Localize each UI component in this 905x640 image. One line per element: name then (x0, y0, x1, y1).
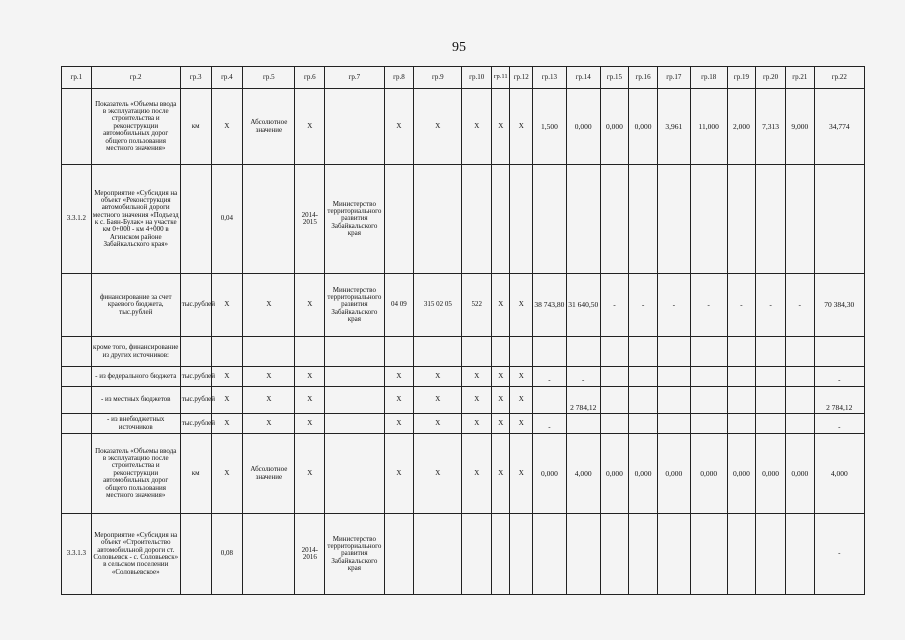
cell-g8 (384, 165, 414, 274)
table-row (62, 165, 865, 274)
cell-g21 (785, 165, 814, 274)
header-cell: гр.13 (533, 67, 567, 89)
cell-g5: Х (243, 414, 295, 434)
cell-g6: 2014-2015 (295, 165, 325, 274)
data-table (61, 66, 865, 595)
header-cell: гр.4 (211, 67, 243, 89)
name-cell: - из федерального бюджета (91, 367, 180, 387)
code-cell (62, 89, 92, 165)
header-cell: гр.3 (180, 67, 211, 89)
cell-g9: Х (414, 89, 462, 165)
header-cell: гр.8 (384, 67, 414, 89)
cell-g22: 70 384,30 (814, 274, 864, 337)
cell-g7 (325, 89, 384, 165)
cell-g19 (727, 165, 756, 274)
cell-g4: 0,04 (211, 165, 243, 274)
table-row (62, 434, 865, 514)
code-cell (62, 434, 92, 514)
cell-g9 (414, 165, 462, 274)
cell-g6: Х (295, 89, 325, 165)
cell-g11: Х (492, 274, 510, 337)
cell-g18 (690, 165, 727, 274)
table-row (62, 514, 865, 595)
table-row (62, 387, 865, 414)
cell-g21: - (785, 274, 814, 337)
cell-g19: 0,000 (727, 434, 756, 514)
cell-g22: 4,000 (814, 434, 864, 514)
cell-g15: - (600, 274, 629, 337)
cell-g20: 7,313 (756, 89, 786, 165)
table-row (62, 414, 865, 434)
cell-g4: Х (211, 89, 243, 165)
cell-g17 (657, 165, 690, 274)
cell-g15: 0,000 (600, 434, 629, 514)
cell-g7 (325, 434, 384, 514)
header-cell: гр.14 (566, 67, 600, 89)
cell-g11: Х (492, 387, 510, 414)
cell-g8: Х (384, 387, 414, 414)
header-cell: гр.22 (814, 67, 864, 89)
cell-g18: - (690, 274, 727, 337)
cell-g22: - (814, 514, 864, 595)
unit-cell: тыс.рублей (180, 367, 211, 387)
unit-cell: км (180, 434, 211, 514)
cell-g9: 315 02 05 (414, 274, 462, 337)
header-cell: гр.17 (657, 67, 690, 89)
name-cell: Показатель «Объемы ввода в эксплуатацию после строительства и реконструкции автомобильных дорог общего пользования местного значения» (91, 434, 180, 514)
unit-cell: км (180, 89, 211, 165)
code-cell (62, 337, 92, 367)
cell-g4: 0,08 (211, 514, 243, 595)
cell-g22: 2 784,12 (814, 387, 864, 414)
cell-g16: 0,000 (629, 89, 658, 165)
name-cell: - из местных бюджетов (91, 387, 180, 414)
header-cell: гр.9 (414, 67, 462, 89)
header-cell: гр.1 (62, 67, 92, 89)
cell-g6: Х (295, 434, 325, 514)
table-row (62, 337, 865, 367)
table-row (62, 367, 865, 387)
cell-g21: 9,000 (785, 89, 814, 165)
cell-g22: - (814, 367, 864, 387)
cell-g11: Х (492, 367, 510, 387)
cell-g8: Х (384, 434, 414, 514)
header-cell: гр.10 (462, 67, 492, 89)
cell-g4: Х (211, 414, 243, 434)
cell-g4: Х (211, 434, 243, 514)
cell-g10: Х (462, 434, 492, 514)
cell-g13: 0,000 (533, 434, 567, 514)
cell-g14: 31 640,50 (566, 274, 600, 337)
cell-g15 (600, 165, 629, 274)
cell-g8: Х (384, 89, 414, 165)
cell-g6: 2014-2016 (295, 514, 325, 595)
cell-g16: 0,000 (629, 434, 658, 514)
cell-g11: Х (492, 89, 510, 165)
header-cell: гр.2 (91, 67, 180, 89)
header-cell: гр.21 (785, 67, 814, 89)
cell-g4: Х (211, 367, 243, 387)
cell-g10: Х (462, 387, 492, 414)
cell-g14: 0,000 (566, 89, 600, 165)
header-cell: гр.7 (325, 67, 384, 89)
cell-g5: Абсолютное значение (243, 89, 295, 165)
cell-g14 (566, 165, 600, 274)
cell-g22: 34,774 (814, 89, 864, 165)
cell-g19: 2,000 (727, 89, 756, 165)
code-cell (62, 387, 92, 414)
page-number: 95 (452, 40, 466, 55)
header-cell: гр.19 (727, 67, 756, 89)
cell-g7 (325, 367, 384, 387)
cell-g5 (243, 514, 295, 595)
cell-g8: Х (384, 414, 414, 434)
unit-cell (180, 514, 211, 595)
cell-g17: - (657, 274, 690, 337)
unit-cell: тыс.рублей (180, 414, 211, 434)
cell-g9: Х (414, 414, 462, 434)
code-cell: 3.3.1.2 (62, 165, 92, 274)
header-cell: гр.16 (629, 67, 658, 89)
cell-g6: Х (295, 414, 325, 434)
cell-g10: Х (462, 414, 492, 434)
name-cell: Показатель «Объемы ввода в эксплуатацию после строительства и реконструкции автомобильных дорог общего пользования местного значения» (91, 89, 180, 165)
cell-g20: 0,000 (756, 434, 786, 514)
cell-g13: 1,500 (533, 89, 567, 165)
cell-g18: 11,000 (690, 89, 727, 165)
cell-g12 (510, 165, 533, 274)
cell-g6: Х (295, 274, 325, 337)
cell-g11 (492, 165, 510, 274)
header-cell: гр.15 (600, 67, 629, 89)
cell-g9: Х (414, 367, 462, 387)
code-cell: 3.3.1.3 (62, 514, 92, 595)
cell-g12: Х (510, 414, 533, 434)
cell-g16 (629, 165, 658, 274)
cell-g19: - (727, 274, 756, 337)
cell-g12: Х (510, 274, 533, 337)
name-cell: - из внебюджетных источников (91, 414, 180, 434)
code-cell (62, 367, 92, 387)
cell-g6: Х (295, 367, 325, 387)
header-cell: гр.12 (510, 67, 533, 89)
cell-g5 (243, 165, 295, 274)
header-cell: гр.6 (295, 67, 325, 89)
cell-g5: Х (243, 274, 295, 337)
cell-g5: Абсолютное значение (243, 434, 295, 514)
cell-g4: Х (211, 387, 243, 414)
header-cell: гр.20 (756, 67, 786, 89)
cell-g20 (756, 165, 786, 274)
cell-g11: Х (492, 414, 510, 434)
cell-g5: Х (243, 367, 295, 387)
cell-g10: Х (462, 89, 492, 165)
header-cell: гр.11 (492, 67, 510, 89)
cell-g7 (325, 414, 384, 434)
cell-g12: Х (510, 387, 533, 414)
cell-g6: Х (295, 387, 325, 414)
cell-g14: 4,000 (566, 434, 600, 514)
header-cell: гр.18 (690, 67, 727, 89)
code-cell (62, 274, 92, 337)
cell-g5: Х (243, 387, 295, 414)
name-cell: финансирование за счет краевого бюджета, тыс.рублей (91, 274, 180, 337)
unit-cell: тыс.рублей (180, 387, 211, 414)
cell-g12: Х (510, 367, 533, 387)
header-row (62, 67, 865, 89)
name-cell: Мероприятие «Субсидия на объект «Строительство автомобильной дороги ст. Соловьевск - с. Соловьевск» в сельском поселении «Соловьевское» (91, 514, 180, 595)
cell-g12: Х (510, 434, 533, 514)
cell-g14: - (566, 367, 600, 387)
code-cell (62, 414, 92, 434)
name-cell: Мероприятие «Субсидия на объект «Реконструкция автомобильной дороги местного значения «Подъезд к с. Баян-Булак» на участке км 0+000 - км 4+000 в Агинском районе Забайкальского края» (91, 165, 180, 274)
cell-g13: - (533, 414, 567, 434)
cell-g18: 0,000 (690, 434, 727, 514)
cell-g22 (814, 165, 864, 274)
cell-g4: Х (211, 274, 243, 337)
cell-g7: Министерство территориального развития Забайкальского края (325, 514, 384, 595)
cell-g15: 0,000 (600, 89, 629, 165)
cell-g21: 0,000 (785, 434, 814, 514)
cell-g17: 0,000 (657, 434, 690, 514)
unit-cell (180, 165, 211, 274)
cell-g8: Х (384, 367, 414, 387)
cell-g8: 04 09 (384, 274, 414, 337)
cell-g12: Х (510, 89, 533, 165)
cell-g17: 3,961 (657, 89, 690, 165)
cell-g11: Х (492, 434, 510, 514)
cell-g9: Х (414, 434, 462, 514)
cell-g14: 2 784,12 (566, 387, 600, 414)
cell-g13: - (533, 367, 567, 387)
cell-g13 (533, 165, 567, 274)
table-row (62, 274, 865, 337)
cell-g20: - (756, 274, 786, 337)
header-cell: гр.5 (243, 67, 295, 89)
cell-g16: - (629, 274, 658, 337)
table-row (62, 89, 865, 165)
cell-g7: Министерство территориального развития Забайкальского края (325, 165, 384, 274)
cell-g7: Министерство территориального развития Забайкальского края (325, 274, 384, 337)
cell-g10: 522 (462, 274, 492, 337)
cell-g7 (325, 387, 384, 414)
cell-g13: 38 743,80 (533, 274, 567, 337)
cell-g9: Х (414, 387, 462, 414)
unit-cell: тыс.рублей (180, 274, 211, 337)
cell-g10 (462, 165, 492, 274)
cell-g22: - (814, 414, 864, 434)
name-cell: кроме того, финансирование из других источников: (91, 337, 180, 367)
cell-g10: Х (462, 367, 492, 387)
unit-cell (180, 337, 211, 367)
